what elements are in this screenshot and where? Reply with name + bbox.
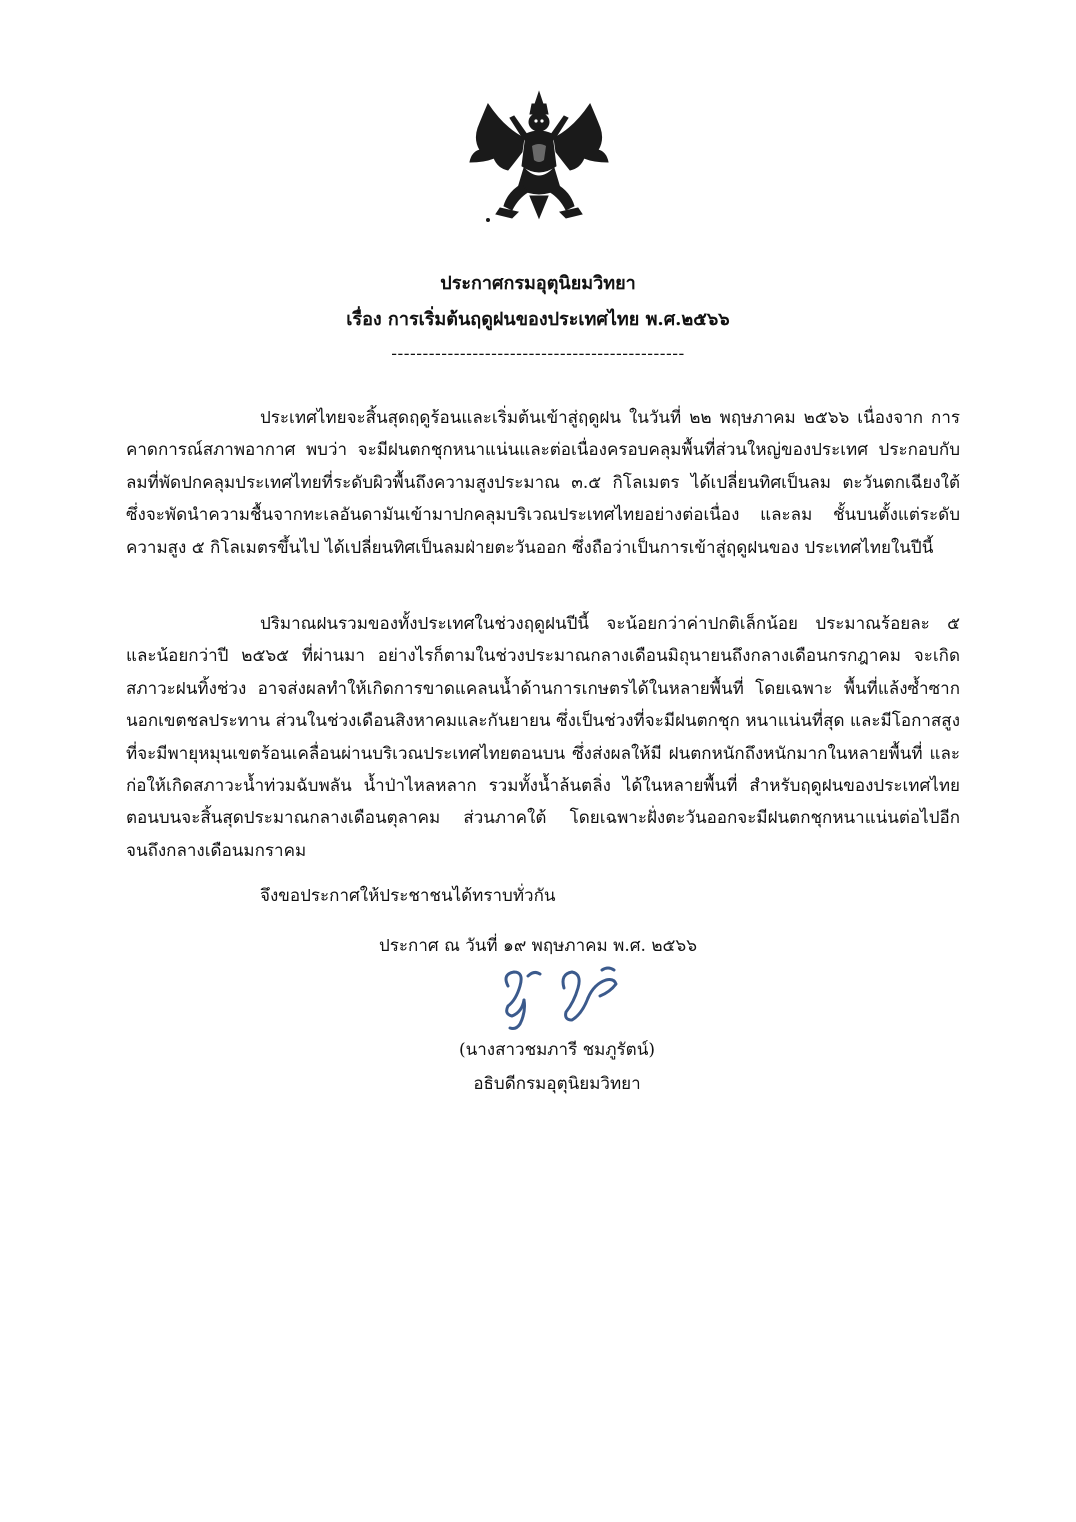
signer-name: (นางสาวชมภารี ชมภูรัตน์) xyxy=(459,1040,655,1060)
body-paragraph-2: ปริมาณฝนรวมของทั้งประเทศในช่วงฤดูฝนปีนี้ จะน้อยกว่าค่าปกติเล็กน้อย ประมาณร้อยละ ๕ และน้อยกว่าปี ๒๕๖๕ ที่ผ่านมา อย่างไรก็ตามในช่วงประมาณกลางเดือนมิถุนายนถึงกลางเดือนกรกฎาคม จะเกิดสภาวะฝนทิ้งช่วง อาจส่งผลทำให้เกิดการขาดแคลนน้ำด้านการเกษตรได้ในหลายพื้นที่ โดยเฉพาะ พื้นที่แล้งซ้ำซากนอกเขตชลประทาน ส่วนในช่วงเดือนสิงหาคมและกันยายน ซึ่งเป็นช่วงที่จะมีฝนตกชุก หนาแน่นที่สุด และมีโอกาสสูงที่จะมีพายุหมุนเขตร้อนเคลื่อนผ่านบริเวณประเทศไทยตอนบน ซึ่งส่งผลให้มี ฝนตกหนักถึงหนักมากในหลายพื้นที่ และก่อให้เกิดสภาวะน้ำท่วมฉับพลัน น้ำป่าไหลหลาก รวมทั้งน้ำล้นตลิ่ง ได้ในหลายพื้นที่ สำหรับฤดูฝนของประเทศไทยตอนบนจะสิ้นสุดประมาณกลางเดือนตุลาคม ส่วนภาคใต้ โดยเฉพาะฝั่งตะวันออกจะมีฝนตกชุกหนาแน่นต่อไปอีกจนถึงกลางเดือนมกราคม xyxy=(126,614,960,861)
announcement-date: ประกาศ ณ วันที่ ๑๙ พฤษภาคม พ.ศ. ๒๕๖๖ xyxy=(379,936,697,956)
divider-rule: ----------------------------------------------- xyxy=(391,344,685,364)
closing-statement: จึงขอประกาศให้ประชาชนได้ทราบทั่วกัน xyxy=(260,886,556,906)
document-issuer: ประกาศกรมอุตุนิยมวิทยา xyxy=(440,273,636,294)
signer-title: อธิบดีกรมอุตุนิยมวิทยา xyxy=(473,1074,641,1094)
garuda-emblem-icon xyxy=(464,88,614,228)
document-subject: เรื่อง การเริ่มต้นฤดูฝนของประเทศไทย พ.ศ.๒๕๖๖ xyxy=(346,309,730,330)
handwritten-signature-icon xyxy=(494,962,644,1034)
body-paragraph-1: ประเทศไทยจะสิ้นสุดฤดูร้อนและเริ่มต้นเข้าสู่ฤดูฝน ในวันที่ ๒๒ พฤษภาคม ๒๕๖๖ เนื่องจาก การคาดการณ์สภาพอากาศ พบว่า จะมีฝนตกชุกหนาแน่นและต่อเนื่องครอบคลุมพื้นที่ส่วนใหญ่ของประเทศ ประกอบกับลมที่พัดปกคลุมประเทศไทยที่ระดับผิวพื้นถึงความสูงประมาณ ๓.๕ กิโลเมตร ได้เปลี่ยนทิศเป็นลม ตะวันตกเฉียงใต้ ซึ่งจะพัดนำความชื้นจากทะเลอันดามันเข้ามาปกคลุมบริเวณประเทศไทยอย่างต่อเนื่อง และลม ชั้นบนตั้งแต่ระดับความสูง ๕ กิโลเมตรขึ้นไป ได้เปลี่ยนทิศเป็นลมฝ่ายตะวันออก ซึ่งถือว่าเป็นการเข้าสู่ฤดูฝนของ ประเทศไทยในปีนี้ xyxy=(126,408,960,558)
